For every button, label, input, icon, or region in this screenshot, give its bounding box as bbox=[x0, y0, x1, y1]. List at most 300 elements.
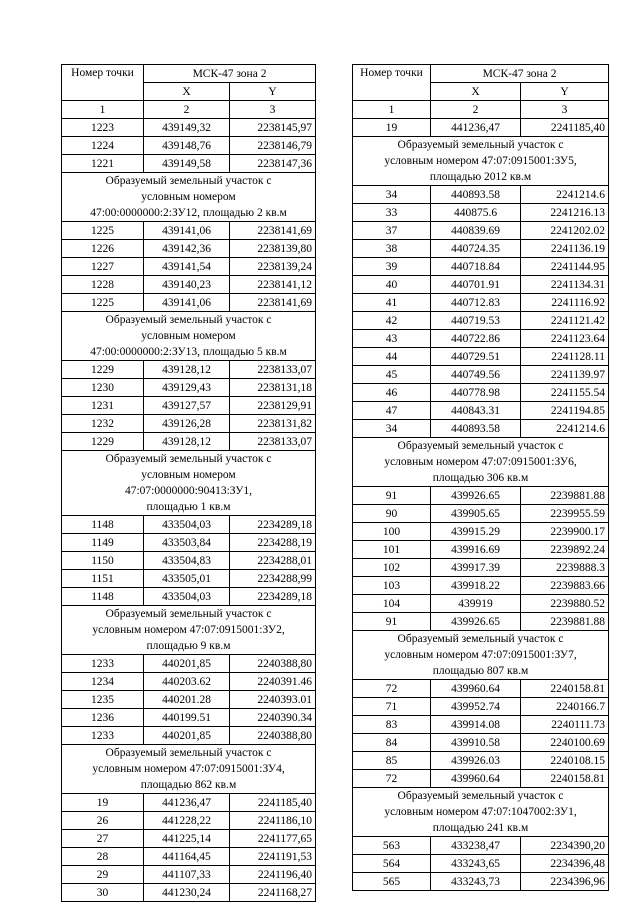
x-coordinate-cell: 440729.51 bbox=[431, 348, 521, 366]
y-coordinate-cell: 2239900.17 bbox=[521, 523, 609, 541]
section-heading-line: площадью 807 кв.м bbox=[432, 665, 529, 677]
x-coordinate-cell: 440718.84 bbox=[431, 258, 521, 276]
section-heading-row bbox=[62, 745, 316, 794]
y-coordinate-cell: 2234396,96 bbox=[521, 873, 609, 891]
x-coordinate-cell: 433243,65 bbox=[431, 855, 521, 873]
y-coordinate-cell: 2241177,65 bbox=[230, 830, 316, 848]
point-number-cell: 1221 bbox=[62, 155, 144, 173]
x-header: X bbox=[144, 83, 230, 101]
section-heading-line: Образуемый земельный участок с bbox=[105, 608, 272, 620]
point-number-cell: 104 bbox=[353, 595, 431, 613]
point-number-cell: 1232 bbox=[62, 415, 144, 433]
y-coordinate-cell: 2238145,97 bbox=[230, 119, 316, 137]
table-row bbox=[62, 361, 316, 379]
table-row bbox=[62, 866, 316, 884]
y-coordinate-cell: 2240111.73 bbox=[521, 716, 609, 734]
y-coordinate-cell: 2241185,40 bbox=[230, 794, 316, 812]
point-number-cell: 1231 bbox=[62, 397, 144, 415]
point-number-cell: 1223 bbox=[62, 119, 144, 137]
section-heading-line: Образуемый земельный участок с bbox=[397, 440, 564, 452]
y-coordinate-cell: 2240108.15 bbox=[521, 752, 609, 770]
point-number-cell: 1225 bbox=[62, 294, 144, 312]
section-heading-line: условным номером bbox=[141, 469, 236, 481]
y-coordinate-cell: 2240388,80 bbox=[230, 655, 316, 673]
table-row bbox=[353, 384, 609, 402]
y-coordinate-cell: 2240393.01 bbox=[230, 691, 316, 709]
point-number-cell: 1150 bbox=[62, 552, 144, 570]
point-number-cell: 1149 bbox=[62, 534, 144, 552]
y-coordinate-cell: 2238131,18 bbox=[230, 379, 316, 397]
table-row bbox=[62, 655, 316, 673]
point-number-cell: 1224 bbox=[62, 137, 144, 155]
x-coordinate-cell: 433504,03 bbox=[144, 516, 230, 534]
point-number-cell: 41 bbox=[353, 294, 431, 312]
y-coordinate-cell: 2238133,07 bbox=[230, 433, 316, 451]
point-number-cell: 1225 bbox=[62, 222, 144, 240]
section-heading-line: площадью 306 кв.м bbox=[432, 472, 529, 484]
y-coordinate-cell: 2239881.88 bbox=[521, 487, 609, 505]
x-coordinate-cell: 439960.64 bbox=[431, 770, 521, 788]
x-coordinate-cell: 439917.39 bbox=[431, 559, 521, 577]
point-number-cell: 102 bbox=[353, 559, 431, 577]
table-row bbox=[62, 691, 316, 709]
y-coordinate-cell: 2241214.6 bbox=[521, 186, 609, 204]
y-coordinate-cell: 2234288,01 bbox=[230, 552, 316, 570]
section-heading-line: условным номером 47:07:0915001:ЗУ6, bbox=[384, 456, 577, 468]
x-coordinate-cell: 440893.58 bbox=[431, 186, 521, 204]
section-heading bbox=[353, 137, 609, 186]
x-coordinate-cell: 439910.58 bbox=[431, 734, 521, 752]
x-coordinate-cell: 440843.31 bbox=[431, 402, 521, 420]
table-row bbox=[62, 884, 316, 902]
point-number-cell: 565 bbox=[353, 873, 431, 891]
y-coordinate-cell: 2238139,24 bbox=[230, 258, 316, 276]
y-coordinate-cell: 2239881.88 bbox=[521, 613, 609, 631]
x-coordinate-cell: 441225,14 bbox=[144, 830, 230, 848]
point-number-cell: 1234 bbox=[62, 673, 144, 691]
point-number-cell: 83 bbox=[353, 716, 431, 734]
section-heading-line: условным номером 47:07:0915001:ЗУ7, bbox=[384, 649, 577, 661]
section-heading-row bbox=[353, 137, 609, 186]
y-coordinate-cell: 2239880.52 bbox=[521, 595, 609, 613]
x-coordinate-cell: 439926.65 bbox=[431, 613, 521, 631]
table-row bbox=[353, 855, 609, 873]
x-coordinate-cell: 439142,36 bbox=[144, 240, 230, 258]
y-coordinate-cell: 2240100.69 bbox=[521, 734, 609, 752]
point-number-cell: 101 bbox=[353, 541, 431, 559]
section-heading-line: условным номером 47:07:1047002:ЗУ1, bbox=[384, 806, 577, 818]
y-coordinate-cell: 2238133,07 bbox=[230, 361, 316, 379]
table-row bbox=[353, 330, 609, 348]
y-coordinate-cell: 2241139.97 bbox=[521, 366, 609, 384]
table-row bbox=[353, 402, 609, 420]
x-coordinate-cell: 440719.53 bbox=[431, 312, 521, 330]
point-number-cell: 91 bbox=[353, 613, 431, 631]
x-coordinate-cell: 440722.86 bbox=[431, 330, 521, 348]
table-row bbox=[62, 552, 316, 570]
y-coordinate-cell: 2241144.95 bbox=[521, 258, 609, 276]
x-coordinate-cell: 433504,03 bbox=[144, 588, 230, 606]
table-row bbox=[353, 222, 609, 240]
table-row bbox=[62, 534, 316, 552]
table-row bbox=[353, 577, 609, 595]
table-row bbox=[353, 420, 609, 438]
point-number-cell: 29 bbox=[62, 866, 144, 884]
coordinates-table-left bbox=[61, 64, 316, 902]
table-row bbox=[353, 698, 609, 716]
point-number-cell: 34 bbox=[353, 420, 431, 438]
x-coordinate-cell: 439926.65 bbox=[431, 487, 521, 505]
x-coordinate-cell: 440893.58 bbox=[431, 420, 521, 438]
x-coordinate-cell: 439952.74 bbox=[431, 698, 521, 716]
section-heading-line: условным номером 47:07:0915001:ЗУ4, bbox=[92, 763, 285, 775]
column-index: 2 bbox=[144, 101, 230, 119]
table-row bbox=[62, 137, 316, 155]
section-heading-row bbox=[353, 631, 609, 680]
section-heading bbox=[353, 631, 609, 680]
x-coordinate-cell: 440701.91 bbox=[431, 276, 521, 294]
point-number-header: Номер точки bbox=[353, 65, 431, 101]
table-row bbox=[353, 595, 609, 613]
point-number-cell: 45 bbox=[353, 366, 431, 384]
section-heading bbox=[62, 745, 316, 794]
table-row bbox=[353, 119, 609, 137]
x-coordinate-cell: 440724.35 bbox=[431, 240, 521, 258]
x-coordinate-cell: 439140,23 bbox=[144, 276, 230, 294]
table-row bbox=[62, 240, 316, 258]
point-number-cell: 33 bbox=[353, 204, 431, 222]
y-coordinate-cell: 2240391.46 bbox=[230, 673, 316, 691]
point-number-cell: 39 bbox=[353, 258, 431, 276]
point-number-cell: 34 bbox=[353, 186, 431, 204]
y-coordinate-cell: 2238146,79 bbox=[230, 137, 316, 155]
table-row bbox=[62, 830, 316, 848]
point-number-cell: 46 bbox=[353, 384, 431, 402]
x-coordinate-cell: 440839.69 bbox=[431, 222, 521, 240]
x-coordinate-cell: 439129,43 bbox=[144, 379, 230, 397]
table-row bbox=[62, 848, 316, 866]
y-coordinate-cell: 2238141,69 bbox=[230, 294, 316, 312]
section-heading-line: Образуемый земельный участок с bbox=[105, 453, 272, 465]
y-coordinate-cell: 2241191,53 bbox=[230, 848, 316, 866]
y-coordinate-cell: 2241123.64 bbox=[521, 330, 609, 348]
y-header: Y bbox=[230, 83, 316, 101]
section-heading-line: условным номером bbox=[141, 191, 236, 203]
point-number-cell: 19 bbox=[62, 794, 144, 812]
y-coordinate-cell: 2241216.13 bbox=[521, 204, 609, 222]
column-index: 2 bbox=[431, 101, 521, 119]
table-row bbox=[62, 415, 316, 433]
table-row bbox=[353, 873, 609, 891]
y-coordinate-cell: 2234288,99 bbox=[230, 570, 316, 588]
x-coordinate-cell: 439926.03 bbox=[431, 752, 521, 770]
table-row bbox=[353, 734, 609, 752]
y-coordinate-cell: 2239888.3 bbox=[521, 559, 609, 577]
table-row bbox=[62, 794, 316, 812]
y-coordinate-cell: 2241128.11 bbox=[521, 348, 609, 366]
section-heading-line: Образуемый земельный участок с bbox=[105, 175, 272, 187]
table-row bbox=[62, 709, 316, 727]
y-coordinate-cell: 2241194.85 bbox=[521, 402, 609, 420]
x-coordinate-cell: 440712.83 bbox=[431, 294, 521, 312]
section-heading-row bbox=[62, 312, 316, 361]
table-row bbox=[353, 770, 609, 788]
section-heading bbox=[62, 312, 316, 361]
x-coordinate-cell: 440199.51 bbox=[144, 709, 230, 727]
table-row bbox=[62, 433, 316, 451]
x-coordinate-cell: 433503,84 bbox=[144, 534, 230, 552]
point-number-cell: 1227 bbox=[62, 258, 144, 276]
point-number-cell: 1230 bbox=[62, 379, 144, 397]
point-number-cell: 1233 bbox=[62, 655, 144, 673]
point-number-cell: 1229 bbox=[62, 433, 144, 451]
y-coordinate-cell: 2241121.42 bbox=[521, 312, 609, 330]
table-row bbox=[353, 240, 609, 258]
x-coordinate-cell: 439141,06 bbox=[144, 222, 230, 240]
point-number-cell: 43 bbox=[353, 330, 431, 348]
x-coordinate-cell: 440875.6 bbox=[431, 204, 521, 222]
x-header: X bbox=[431, 83, 521, 101]
point-number-cell: 1148 bbox=[62, 588, 144, 606]
x-coordinate-cell: 439149,58 bbox=[144, 155, 230, 173]
point-number-cell: 1228 bbox=[62, 276, 144, 294]
x-coordinate-cell: 433505,01 bbox=[144, 570, 230, 588]
x-coordinate-cell: 441230,24 bbox=[144, 884, 230, 902]
table-row bbox=[353, 258, 609, 276]
section-heading-line: Образуемый земельный участок с bbox=[397, 790, 564, 802]
x-coordinate-cell: 439915.29 bbox=[431, 523, 521, 541]
table-row bbox=[62, 588, 316, 606]
table-row bbox=[62, 812, 316, 830]
point-number-header: Номер точки bbox=[62, 65, 144, 101]
y-coordinate-cell: 2241214.6 bbox=[521, 420, 609, 438]
section-heading-line: 47:07:0000000:90413:ЗУ1, bbox=[124, 485, 253, 497]
point-number-cell: 1226 bbox=[62, 240, 144, 258]
x-coordinate-cell: 439960.64 bbox=[431, 680, 521, 698]
x-coordinate-cell: 439905.65 bbox=[431, 505, 521, 523]
x-coordinate-cell: 439128,12 bbox=[144, 361, 230, 379]
section-heading-line: Образуемый земельный участок с bbox=[105, 747, 272, 759]
table-row bbox=[62, 119, 316, 137]
x-coordinate-cell: 439141,06 bbox=[144, 294, 230, 312]
y-coordinate-cell: 2241185,40 bbox=[521, 119, 609, 137]
table-row bbox=[62, 276, 316, 294]
table-row bbox=[353, 541, 609, 559]
table-body bbox=[62, 119, 316, 902]
table-row bbox=[62, 258, 316, 276]
section-heading-row bbox=[62, 606, 316, 655]
x-coordinate-cell: 439148,76 bbox=[144, 137, 230, 155]
table-row bbox=[62, 379, 316, 397]
point-number-cell: 1229 bbox=[62, 361, 144, 379]
point-number-cell: 1151 bbox=[62, 570, 144, 588]
section-heading-row bbox=[353, 788, 609, 837]
y-coordinate-cell: 2240166.7 bbox=[521, 698, 609, 716]
table-row bbox=[353, 204, 609, 222]
x-coordinate-cell: 441228,22 bbox=[144, 812, 230, 830]
table-row bbox=[62, 397, 316, 415]
section-heading-row bbox=[62, 173, 316, 222]
y-coordinate-cell: 2238141,69 bbox=[230, 222, 316, 240]
x-coordinate-cell: 439149,32 bbox=[144, 119, 230, 137]
y-coordinate-cell: 2241155.54 bbox=[521, 384, 609, 402]
section-heading-line: 47:00:0000000:2:ЗУ13, площадью 5 кв.м bbox=[90, 346, 287, 358]
x-coordinate-cell: 441164,45 bbox=[144, 848, 230, 866]
table-row bbox=[353, 505, 609, 523]
y-coordinate-cell: 2238131,82 bbox=[230, 415, 316, 433]
point-number-cell: 85 bbox=[353, 752, 431, 770]
table-row bbox=[62, 222, 316, 240]
column-index: 3 bbox=[521, 101, 609, 119]
x-coordinate-cell: 439128,12 bbox=[144, 433, 230, 451]
y-coordinate-cell: 2239892.24 bbox=[521, 541, 609, 559]
section-heading-line: площадью 1 кв.м bbox=[146, 501, 231, 513]
x-coordinate-cell: 433238,47 bbox=[431, 837, 521, 855]
point-number-cell: 564 bbox=[353, 855, 431, 873]
section-heading-line: условным номером 47:07:0915001:ЗУ2, bbox=[92, 624, 285, 636]
y-coordinate-cell: 2234289,18 bbox=[230, 516, 316, 534]
y-coordinate-cell: 2234396,48 bbox=[521, 855, 609, 873]
table-row bbox=[353, 487, 609, 505]
point-number-cell: 26 bbox=[62, 812, 144, 830]
point-number-cell: 563 bbox=[353, 837, 431, 855]
table-row bbox=[62, 294, 316, 312]
point-number-cell: 1233 bbox=[62, 727, 144, 745]
table-row bbox=[62, 155, 316, 173]
point-number-cell: 30 bbox=[62, 884, 144, 902]
y-coordinate-cell: 2234288,19 bbox=[230, 534, 316, 552]
table-row bbox=[353, 680, 609, 698]
x-coordinate-cell: 439914.08 bbox=[431, 716, 521, 734]
section-heading-line: площадью 241 кв.м bbox=[432, 822, 529, 834]
section-heading bbox=[353, 788, 609, 837]
point-number-cell: 90 bbox=[353, 505, 431, 523]
y-coordinate-cell: 2241134.31 bbox=[521, 276, 609, 294]
y-coordinate-cell: 2241168,27 bbox=[230, 884, 316, 902]
section-heading-line: площадью 862 кв.м bbox=[140, 779, 237, 791]
x-coordinate-cell: 440201,85 bbox=[144, 655, 230, 673]
point-number-cell: 47 bbox=[353, 402, 431, 420]
section-heading-line: Образуемый земельный участок с bbox=[397, 633, 564, 645]
x-coordinate-cell: 440201.28 bbox=[144, 691, 230, 709]
y-coordinate-cell: 2241136.19 bbox=[521, 240, 609, 258]
y-header: Y bbox=[521, 83, 609, 101]
section-heading-line: площадью 9 кв.м bbox=[146, 640, 231, 652]
point-number-cell: 28 bbox=[62, 848, 144, 866]
x-coordinate-cell: 433504,83 bbox=[144, 552, 230, 570]
column-index: 1 bbox=[62, 101, 144, 119]
table-row bbox=[353, 276, 609, 294]
point-number-cell: 1235 bbox=[62, 691, 144, 709]
table-row bbox=[353, 837, 609, 855]
x-coordinate-cell: 441107,33 bbox=[144, 866, 230, 884]
coordinates-table-right bbox=[352, 64, 609, 891]
y-coordinate-cell: 2234390,20 bbox=[521, 837, 609, 855]
section-heading bbox=[353, 438, 609, 487]
y-coordinate-cell: 2240158.81 bbox=[521, 770, 609, 788]
table-row bbox=[353, 348, 609, 366]
y-coordinate-cell: 2239883.66 bbox=[521, 577, 609, 595]
point-number-cell: 103 bbox=[353, 577, 431, 595]
section-heading-line: Образуемый земельный участок с bbox=[397, 139, 564, 151]
point-number-cell: 40 bbox=[353, 276, 431, 294]
section-heading-line: площадью 2012 кв.м bbox=[429, 171, 532, 183]
table-row bbox=[62, 727, 316, 745]
section-heading bbox=[62, 606, 316, 655]
point-number-cell: 91 bbox=[353, 487, 431, 505]
y-coordinate-cell: 2238129,91 bbox=[230, 397, 316, 415]
table-row bbox=[353, 523, 609, 541]
point-number-cell: 72 bbox=[353, 770, 431, 788]
table-body bbox=[353, 119, 609, 891]
point-number-cell: 27 bbox=[62, 830, 144, 848]
coordinate-system-header: МСК-47 зона 2 bbox=[144, 65, 316, 83]
y-coordinate-cell: 2241196,40 bbox=[230, 866, 316, 884]
table-row bbox=[353, 312, 609, 330]
section-heading-line: Образуемый земельный участок с bbox=[105, 314, 272, 326]
y-coordinate-cell: 2240158.81 bbox=[521, 680, 609, 698]
x-coordinate-cell: 440749.56 bbox=[431, 366, 521, 384]
y-coordinate-cell: 2239955.59 bbox=[521, 505, 609, 523]
x-coordinate-cell: 441236,47 bbox=[144, 794, 230, 812]
x-coordinate-cell: 440201,85 bbox=[144, 727, 230, 745]
x-coordinate-cell: 440778.98 bbox=[431, 384, 521, 402]
point-number-cell: 84 bbox=[353, 734, 431, 752]
point-number-cell: 100 bbox=[353, 523, 431, 541]
x-coordinate-cell: 439916.69 bbox=[431, 541, 521, 559]
point-number-cell: 19 bbox=[353, 119, 431, 137]
x-coordinate-cell: 433243,73 bbox=[431, 873, 521, 891]
y-coordinate-cell: 2234289,18 bbox=[230, 588, 316, 606]
point-number-cell: 1236 bbox=[62, 709, 144, 727]
table-row bbox=[353, 366, 609, 384]
table-row bbox=[62, 673, 316, 691]
point-number-cell: 71 bbox=[353, 698, 431, 716]
coordinate-system-header: МСК-47 зона 2 bbox=[431, 65, 609, 83]
table-row bbox=[353, 752, 609, 770]
x-coordinate-cell: 439918.22 bbox=[431, 577, 521, 595]
y-coordinate-cell: 2240388,80 bbox=[230, 727, 316, 745]
section-heading bbox=[62, 173, 316, 222]
point-number-cell: 38 bbox=[353, 240, 431, 258]
section-heading-line: условным номером bbox=[141, 330, 236, 342]
point-number-cell: 37 bbox=[353, 222, 431, 240]
table-row bbox=[353, 716, 609, 734]
table-row bbox=[353, 559, 609, 577]
column-index: 3 bbox=[230, 101, 316, 119]
table-row bbox=[353, 613, 609, 631]
table-row bbox=[353, 186, 609, 204]
x-coordinate-cell: 441236,47 bbox=[431, 119, 521, 137]
table-row bbox=[353, 294, 609, 312]
y-coordinate-cell: 2241186,10 bbox=[230, 812, 316, 830]
section-heading-row bbox=[62, 451, 316, 516]
y-coordinate-cell: 2241202.02 bbox=[521, 222, 609, 240]
x-coordinate-cell: 439127,57 bbox=[144, 397, 230, 415]
point-number-cell: 1148 bbox=[62, 516, 144, 534]
table-row bbox=[62, 570, 316, 588]
x-coordinate-cell: 439126,28 bbox=[144, 415, 230, 433]
section-heading-line: 47:00:0000000:2:ЗУ12, площадью 2 кв.м bbox=[90, 207, 287, 219]
section-heading bbox=[62, 451, 316, 516]
y-coordinate-cell: 2240390.34 bbox=[230, 709, 316, 727]
section-heading-row bbox=[353, 438, 609, 487]
y-coordinate-cell: 2238139,80 bbox=[230, 240, 316, 258]
point-number-cell: 44 bbox=[353, 348, 431, 366]
y-coordinate-cell: 2238147,36 bbox=[230, 155, 316, 173]
y-coordinate-cell: 2238141,12 bbox=[230, 276, 316, 294]
point-number-cell: 72 bbox=[353, 680, 431, 698]
